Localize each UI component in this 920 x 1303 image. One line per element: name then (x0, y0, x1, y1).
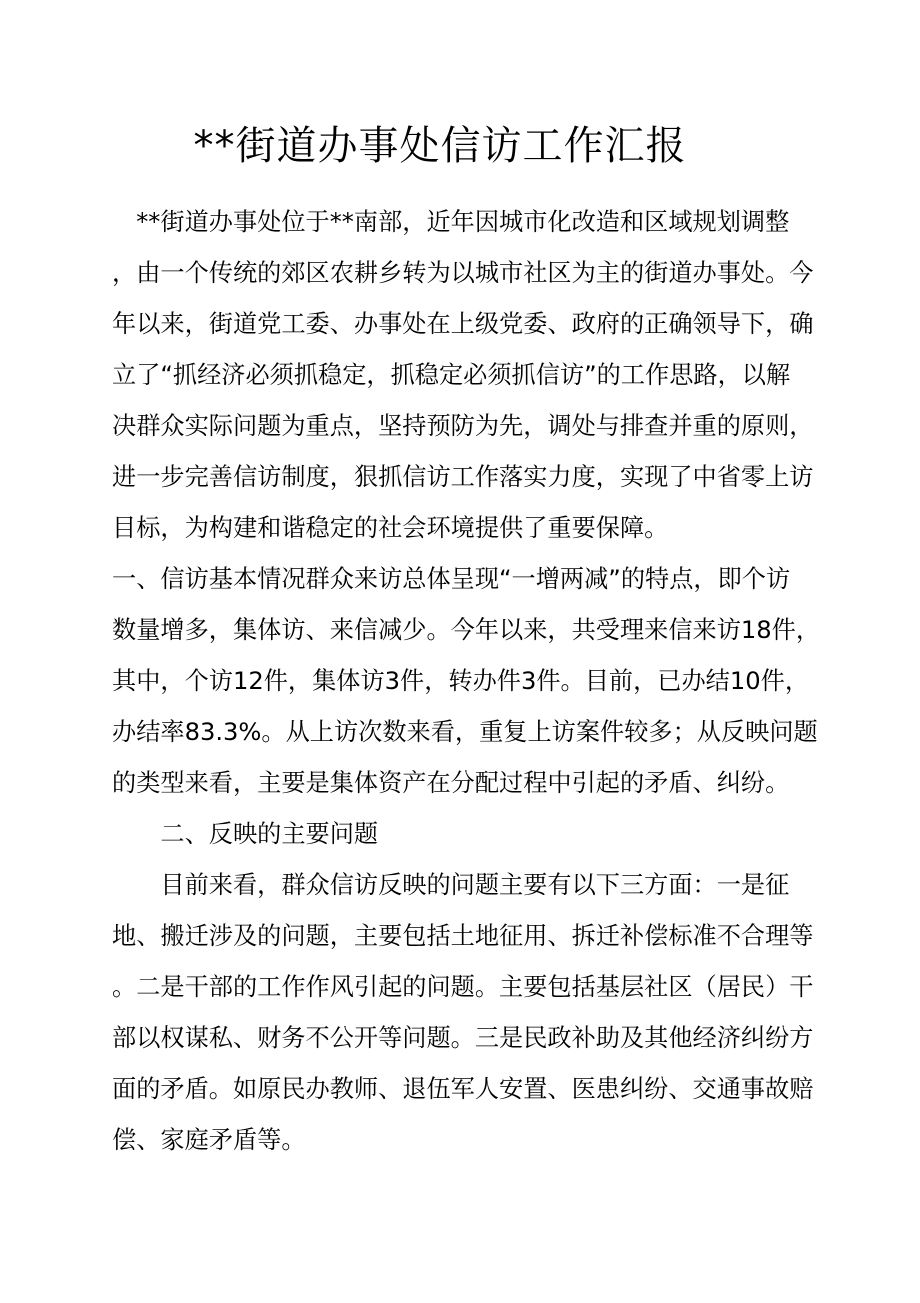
body-line: 部以权谋私、财务不公开等问题。三是民政补助及其他经济纠纷方 (112, 1024, 814, 1052)
body-line: 。二是干部的工作作风引起的问题。主要包括基层社区（居民）干 (112, 973, 814, 1001)
body-line: 立了“抓经济必须抓稳定，抓稳定必须抓信访”的工作思路，以解 (112, 361, 791, 389)
document-title: **街道办事处信访工作汇报 (193, 123, 687, 169)
body-line: ，由一个传统的郊区农耕乡转为以城市社区为主的街道办事处。今 (112, 259, 814, 287)
body-line: **街道办事处位于**南部，近年因城市化改造和区域规划调整 (112, 208, 790, 236)
body-line: 办结率83.3%。从上访次数来看，重复上访案件较多；从反映问题 (112, 718, 818, 746)
section-heading-line: 一、信访基本情况群众来访总体呈现“一增两减”的特点，即个访 (112, 565, 791, 593)
body-line: 地、搬迁涉及的问题，主要包括土地征用、拆迁补偿标准不合理等 (112, 922, 814, 950)
body-line: 年以来，街道党工委、办事处在上级党委、政府的正确领导下，确 (112, 310, 814, 338)
section-heading-line: 二、反映的主要问题 (112, 820, 379, 848)
body-line: 数量增多，集体访、来信减少。今年以来，共受理来信来访18件， (112, 616, 821, 644)
body-line: 面的矛盾。如原民办教师、退伍军人安置、医患纠纷、交通事故赔 (112, 1075, 814, 1103)
body-line: 进一步完善信访制度，狠抓信访工作落实力度，实现了中省零上访 (112, 463, 814, 491)
body-line: 目标，为构建和谐稳定的社会环境提供了重要保障。 (112, 514, 669, 542)
body-line: 决群众实际问题为重点，坚持预防为先，调处与排查并重的原则， (112, 412, 814, 440)
body-line: 目前来看，群众信访反映的问题主要有以下三方面：一是征 (112, 871, 790, 899)
body-line: 其中，个访12件，集体访3件，转办件3件。目前，已办结10件， (112, 667, 810, 695)
body-line: 偿、家庭矛盾等。 (112, 1126, 306, 1154)
body-line: 的类型来看，主要是集体资产在分配过程中引起的矛盾、纠纷。 (112, 769, 790, 797)
